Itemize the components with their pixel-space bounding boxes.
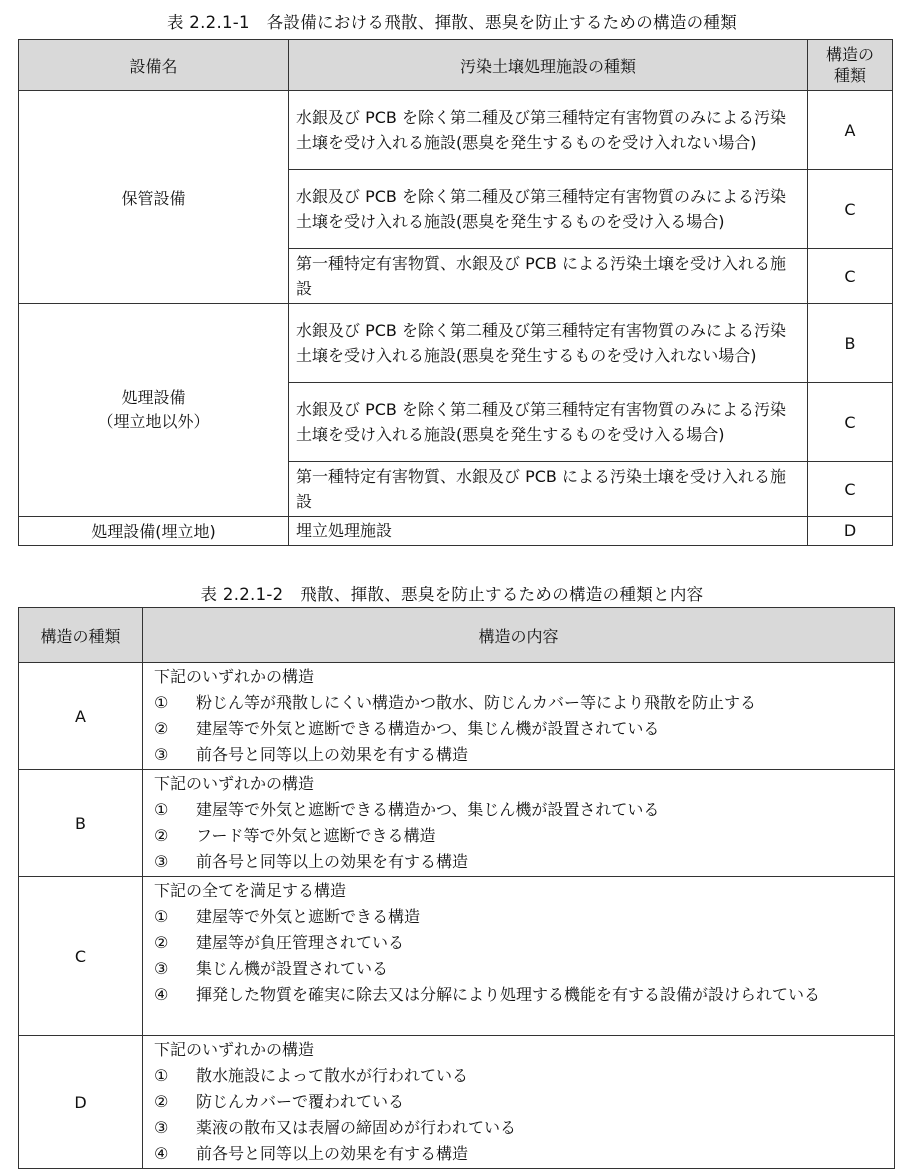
item-number: ③: [154, 745, 169, 764]
item-text: 前各号と同等以上の効果を有する構造: [196, 745, 469, 764]
item-number: ③: [154, 959, 169, 978]
soil-facility-desc: 埋立処理施設: [289, 517, 808, 546]
header-structure-type-2: 構造の種類: [19, 608, 143, 663]
list-item: [154, 1115, 888, 1141]
facility-processing-landfill: 処理設備(埋立地): [19, 517, 289, 546]
facility-processing-non-landfill: [19, 304, 289, 517]
structure-type-cell: B: [808, 304, 893, 383]
list-item: [154, 1063, 888, 1089]
structure-content: [143, 877, 895, 1036]
structure-type-cell: C: [808, 249, 893, 304]
structure-type-label: B: [19, 770, 143, 877]
item-number: ②: [154, 719, 169, 738]
soil-facility-desc: 水銀及び PCB を除く第二種及び第三種特定有害物質のみによる汚染土壌を受け入れる施設(悪臭を発生するものを受け入る場合): [289, 170, 808, 249]
item-text: 薬液の散布又は表層の締固めが行われている: [196, 1118, 517, 1137]
list-item: [154, 797, 888, 823]
soil-facility-desc: 水銀及び PCB を除く第二種及び第三種特定有害物質のみによる汚染土壌を受け入れる施設(悪臭を発生するものを受け入る場合): [289, 383, 808, 462]
item-text: 集じん機が設置されている: [196, 959, 389, 978]
header-structure-type-line2: 種類: [833, 66, 866, 85]
soil-facility-desc: 第一種特定有害物質、水銀及び PCB による汚染土壌を受け入れる施設: [289, 462, 808, 517]
item-number: ②: [154, 826, 169, 845]
item-text: 建屋等が負圧管理されている: [196, 933, 405, 952]
table-row: [19, 91, 893, 170]
table2-caption: 表 2.2.1-2 飛散、揮散、悪臭を防止するための構造の種類と内容: [200, 585, 704, 604]
header-structure-content: 構造の内容: [143, 608, 895, 663]
table-row: [19, 877, 895, 1036]
list-item: [154, 690, 888, 716]
structure-type-label: D: [19, 1036, 143, 1169]
item-number: ④: [154, 985, 169, 1004]
table-row: [19, 770, 895, 877]
item-text: 粉じん等が飛散しにくい構造かつ散水、防じんカバー等により飛散を防止する: [196, 693, 757, 712]
list-item: [154, 849, 888, 875]
table-row: [19, 517, 893, 546]
structure-type-cell: C: [808, 462, 893, 517]
soil-facility-desc: 第一種特定有害物質、水銀及び PCB による汚染土壌を受け入れる施設: [289, 249, 808, 304]
structure-type-cell: A: [808, 91, 893, 170]
item-number: ①: [154, 907, 169, 926]
content-intro: 下記のいずれかの構造: [154, 667, 315, 686]
header-facility-name: 設備名: [19, 40, 289, 91]
structure-content: [143, 770, 895, 877]
item-number: ①: [154, 693, 169, 712]
header-structure-type: [808, 40, 893, 91]
list-item: [154, 716, 888, 742]
structure-type-cell: C: [808, 170, 893, 249]
item-number: ④: [154, 1144, 169, 1163]
header-structure-type-line1: 構造の: [825, 45, 874, 64]
item-number: ②: [154, 933, 169, 952]
structure-type-content-table: [18, 607, 895, 1169]
list-item: [154, 982, 888, 1008]
structure-type-cell: D: [808, 517, 893, 546]
soil-facility-desc: 水銀及び PCB を除く第二種及び第三種特定有害物質のみによる汚染土壌を受け入れる施設(悪臭を発生するものを受け入れない場合): [289, 304, 808, 383]
list-item: [154, 1141, 888, 1167]
item-text: 建屋等で外気と遮断できる構造かつ、集じん機が設置されている: [196, 719, 660, 738]
table-row: [19, 663, 895, 770]
item-number: ②: [154, 1092, 169, 1111]
facility-processing-line1: 処理設備: [121, 388, 186, 407]
table-row: [19, 1036, 895, 1169]
item-text: 散水施設によって散水が行われている: [196, 1066, 469, 1085]
item-number: ③: [154, 852, 169, 871]
structure-content: [143, 663, 895, 770]
structure-type-cell: C: [808, 383, 893, 462]
structure-type-label: A: [19, 663, 143, 770]
item-text: 揮発した物質を確実に除去又は分解により処理する機能を有する設備が設けられている: [196, 985, 821, 1004]
item-text: 防じんカバーで覆われている: [196, 1092, 405, 1111]
list-item: [154, 930, 888, 956]
table1-header-row: [19, 40, 893, 91]
structure-type-by-facility-table: [18, 39, 893, 546]
content-intro: 下記の全てを満足する構造: [154, 881, 347, 900]
facility-storage: 保管設備: [19, 91, 289, 304]
list-item: [154, 823, 888, 849]
list-item: [154, 1089, 888, 1115]
structure-content: [143, 1036, 895, 1169]
item-text: フード等で外気と遮断できる構造: [196, 826, 436, 845]
header-soil-facility-type: 汚染土壌処理施設の種類: [289, 40, 808, 91]
soil-facility-desc: 水銀及び PCB を除く第二種及び第三種特定有害物質のみによる汚染土壌を受け入れる施設(悪臭を発生するものを受け入れない場合): [289, 91, 808, 170]
item-text: 建屋等で外気と遮断できる構造: [196, 907, 421, 926]
list-item: [154, 742, 888, 768]
item-number: ①: [154, 800, 169, 819]
item-text: 建屋等で外気と遮断できる構造かつ、集じん機が設置されている: [196, 800, 660, 819]
item-number: ③: [154, 1118, 169, 1137]
content-intro: 下記のいずれかの構造: [154, 1040, 315, 1059]
item-text: 前各号と同等以上の効果を有する構造: [196, 852, 469, 871]
content-intro: 下記のいずれかの構造: [154, 774, 315, 793]
facility-processing-line2: （埋立地以外）: [97, 412, 210, 431]
list-item: [154, 956, 888, 982]
list-item: [154, 904, 888, 930]
table-row: [19, 304, 893, 383]
table2-header-row: [19, 608, 895, 663]
item-number: ①: [154, 1066, 169, 1085]
item-text: 前各号と同等以上の効果を有する構造: [196, 1144, 469, 1163]
structure-type-label: C: [19, 877, 143, 1036]
table1-caption: 表 2.2.1-1 各設備における飛散、揮散、悪臭を防止するための構造の種類: [166, 13, 738, 32]
